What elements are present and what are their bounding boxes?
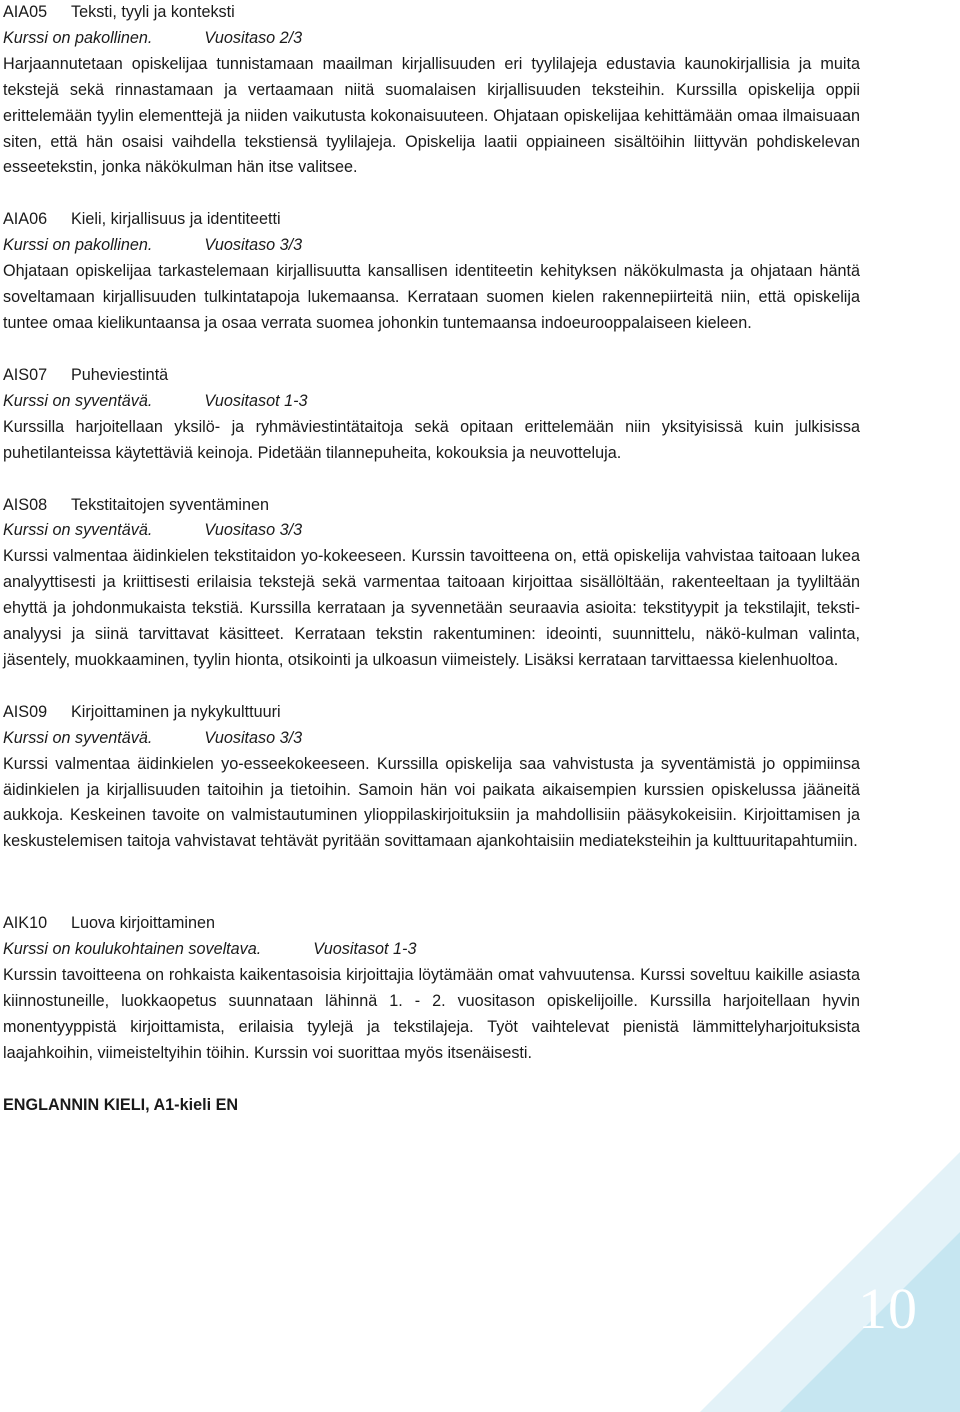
course-heading [3, 363, 860, 389]
course-meta [3, 233, 860, 259]
course-code: AIA06 [3, 210, 48, 229]
course-title: Kieli, kirjallisuus ja identiteetti [71, 210, 281, 229]
course-description: Ohjataan opiskelijaa tarkastelemaan kirjallisuutta kansallisen identiteetin kehityksen näkökulmasta ja ohjataan häntä soveltamaan kirjallisuuden tulkintatapoja lukemaansa. Kerrataan suomen kielen rakennepiirteitä niin, että opiskelija tuntee omaa kielikuntaansa ja osaa verrata suomea johonkin tuntemaansa indoeurooppalaiseen kieleen. [3, 262, 860, 332]
course-heading [3, 911, 860, 937]
course-heading [3, 700, 860, 726]
page-corner-decoration [660, 1112, 960, 1412]
course-meta [3, 26, 860, 52]
course-meta [3, 518, 860, 544]
course-code: AIS08 [3, 495, 48, 514]
course-code: AIS09 [3, 702, 48, 721]
course-meta [3, 389, 860, 415]
course-description: Kurssi valmentaa äidinkielen tekstitaidon yo-kokeeseen. Kurssin tavoitteena on, että opiskelija vahvistaa taitoaan lukea analyyttisesti ja kriittisesti erilaisia tekstejä sekä varmentaa taitoaan kirjoittaa sisällöltään, rakenteeltaan ja tyyliltään ehyttä ja johdonmukaista tekstiä. Kurssilla kerrataan ja syvennetään seuraavia asioita: tekstityypit ja tekstilajit, teksti-analyysi ja siinä tarvittavat käsitteet. Kerrataan tekstin rakentuminen: ideointi, suunnittelu, näkö-kulman valinta, jäsentely, muokkaaminen, tyylin hionta, otsikointi ja ulkoasun viimeistely. Lisäksi kerrataan tarvittaessa kielenhuoltoa. [3, 547, 860, 669]
course-meta [3, 937, 860, 963]
course-description: Kurssi valmentaa äidinkielen yo-esseekokeeseen. Kurssilla opiskelija saa vahvistusta ja syventämistä jo oppimiinsa äidinkielen ja kirjallisuuden taitoihin ja tietoihin. Samoin hän voi paikata aikaisempien kurssien opiskelussa jääneitä aukkoja. Keskeinen tavoite on valmistautuminen ylioppilaskirjoituksiin ja mahdollisiin pääsykokeisiin. Kirjoittamisen ja keskustelemisen taitoja vahvistavat tehtävät pyritään sovittamaan ajankohtaisiin mediateksteihin ja kulttuuritapahtumiin. [3, 754, 860, 851]
course-title: Luova kirjoittaminen [71, 914, 215, 933]
course-aia05 [3, 0, 860, 181]
course-heading [3, 0, 860, 26]
course-type: Kurssi on syventävä. [3, 728, 153, 747]
course-title: Tekstitaitojen syventäminen [71, 495, 269, 514]
course-level: Vuositaso 3/3 [204, 728, 303, 747]
course-code: AIS07 [3, 365, 48, 384]
course-level: Vuositaso 2/3 [204, 28, 303, 47]
course-type: Kurssi on pakollinen. [3, 236, 153, 255]
course-type: Kurssi on pakollinen. [3, 28, 153, 47]
course-ais07 [3, 363, 860, 467]
course-description: Kurssilla harjoitellaan yksilö- ja ryhmäviestintätaitoja sekä opitaan erittelemään niin yksityisissä kuin julkisissa puhetilanteissa käytettäviä keinoja. Pidetään tilannepuheita, kokouksia ja neuvotteluja. [3, 417, 860, 462]
document-page [3, 0, 860, 1119]
course-ais09 [3, 700, 860, 855]
course-heading [3, 207, 860, 233]
course-type: Kurssi on syventävä. [3, 521, 153, 540]
course-heading [3, 493, 860, 519]
course-level: Vuositasot 1-3 [313, 940, 417, 959]
course-title: Teksti, tyyli ja konteksti [71, 3, 235, 21]
course-code: AIK10 [3, 914, 48, 933]
course-description: Harjaannutetaan opiskelijaa tunnistamaan maailman kirjallisuuden eri tyylilajeja edustavia kaunokirjallisia ja muita tekstejä sekä rinnastamaan ja vertaamaan niitä suomalaisen kirjallisuuden teksteihin. Kurssilla opiskelija oppii erittelemään tyylin elementtejä ja niiden vaikutusta kokonaisuuteen. Ohjataan opiskelijaa kehittämään omaa ilmaisuaan siten, että hän osaisi vaihdella tekstiensä tyylilajeja. Opiskelija laatii oppiaineen sisältöihin liittyvän pohdiskelevan esseetekstin, jonka näkökulman hän itse valitsee. [3, 54, 860, 177]
course-type: Kurssi on koulukohtainen soveltava. [3, 940, 262, 959]
course-title: Puheviestintä [71, 365, 169, 384]
page-number: 10 [858, 1276, 918, 1341]
course-level: Vuositasot 1-3 [204, 391, 308, 410]
course-aia06 [3, 207, 860, 337]
course-level: Vuositaso 3/3 [204, 521, 303, 540]
course-meta [3, 726, 860, 752]
course-level: Vuositaso 3/3 [204, 236, 303, 255]
section-heading-english: ENGLANNIN KIELI, A1-kieli EN [3, 1095, 239, 1114]
course-type: Kurssi on syventävä. [3, 391, 153, 410]
course-title: Kirjoittaminen ja nykykulttuuri [71, 702, 281, 721]
course-description: Kurssin tavoitteena on rohkaista kaikentasoisia kirjoittajia löytämään omat vahvuutensa. Kurssi soveltuu kaikille asiasta kiinnostuneille, luokkaopetus suunnataan lähinnä 1. - 2. vuositason opiskelijoille. Kurssilla harjoitellaan hyvin monentyyppistä kirjoittamista, erilaisia tyylejä ja tekstilajeja. Työt vaihtelevat pienistä lämmittelyharjoituksista laajahkoihin, viimeisteltyihin töihin. Kurssin voi suorittaa myös itsenäisesti. [3, 966, 860, 1062]
course-aik10 [3, 911, 860, 1066]
course-ais08 [3, 493, 860, 674]
course-code: AIA05 [3, 3, 48, 21]
